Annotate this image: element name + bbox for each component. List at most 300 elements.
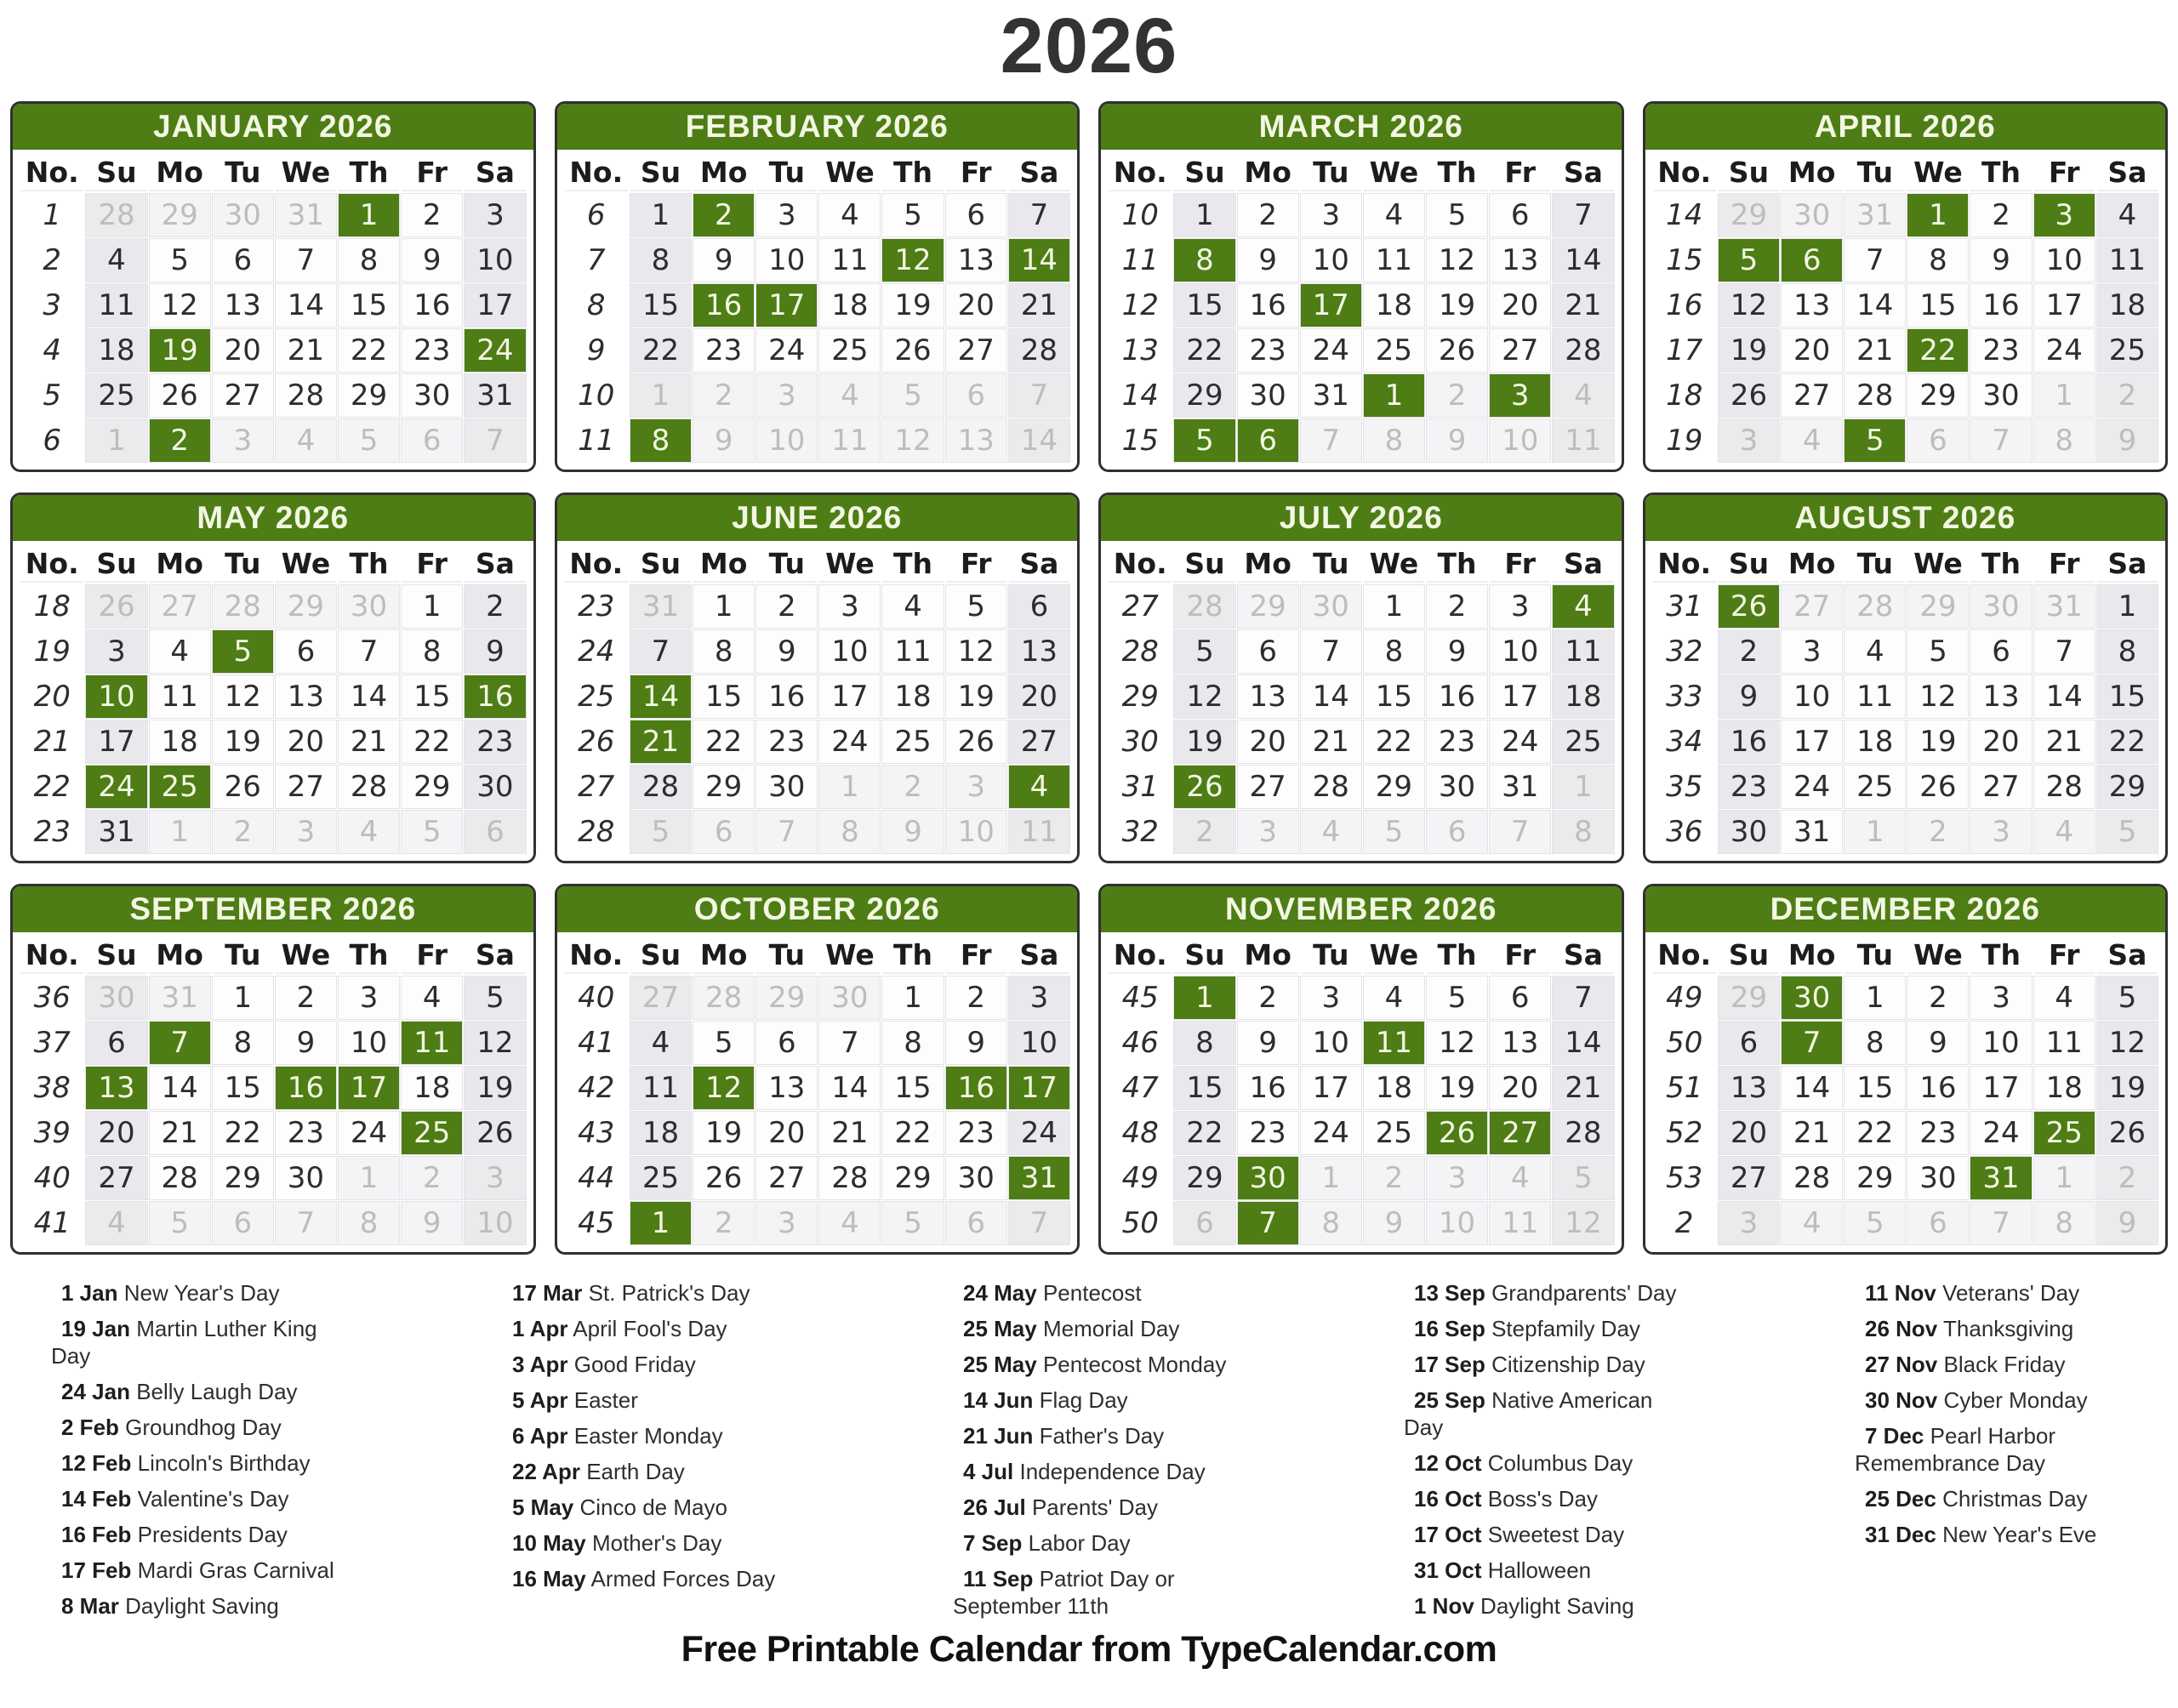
day-cell: 4 <box>819 194 880 236</box>
dow-header-we: We <box>1364 154 1424 191</box>
day-cell: 9 <box>1970 239 2031 282</box>
legend-item-date: 1 Jan <box>61 1280 118 1307</box>
dow-header-we: We <box>1364 937 1424 974</box>
dow-header-fr: Fr <box>946 937 1006 974</box>
day-cell: 23 <box>402 329 462 372</box>
day-cell: 11 <box>1009 811 1069 853</box>
dow-header-we: We <box>276 154 336 191</box>
day-cell: 17 <box>1301 1067 1361 1109</box>
dow-header-fr: Fr <box>1490 545 1550 583</box>
holiday-day-cell: 24 <box>86 766 146 808</box>
day-cell: 25 <box>1553 720 1613 763</box>
dow-header-su: Su <box>1174 545 1234 583</box>
day-cell: 23 <box>1238 329 1298 372</box>
day-cell: 29 <box>1719 976 1779 1019</box>
day-cell: 3 <box>756 194 817 236</box>
day-cell: 19 <box>693 1112 754 1154</box>
legend-item-name: Citizenship Day <box>1491 1352 1645 1378</box>
week-number: 14 <box>1121 379 1159 413</box>
day-cell: 9 <box>1907 1022 1968 1064</box>
day-cell: 9 <box>1427 630 1487 673</box>
day-cell: 10 <box>1301 239 1361 282</box>
dow-header-fr: Fr <box>946 545 1006 583</box>
holiday-day-cell: 8 <box>1174 239 1234 282</box>
dow-header-sa: Sa <box>1009 154 1069 191</box>
day-cell: 6 <box>1907 419 1968 462</box>
day-cell: 13 <box>1970 675 2031 718</box>
legend-item-date: 17 Mar <box>512 1280 583 1307</box>
day-cell: 26 <box>946 720 1006 763</box>
day-cell: 29 <box>1844 1157 1905 1199</box>
dow-header-fr: Fr <box>402 545 462 583</box>
holiday-day-cell: 21 <box>630 720 691 763</box>
week-number: 6 <box>586 198 606 233</box>
day-cell: 1 <box>819 766 880 808</box>
dow-header-fr: Fr <box>1490 937 1550 974</box>
holiday-day-cell: 30 <box>1238 1157 1298 1199</box>
legend-item-name: Columbus Day <box>1487 1450 1634 1477</box>
legend-item-date: 4 Jul <box>963 1459 1014 1485</box>
holiday-day-cell: 22 <box>1907 329 1968 372</box>
day-cell: 2 <box>1907 976 1968 1019</box>
legend-item <box>1404 1486 1697 1513</box>
day-cell: 6 <box>1490 976 1550 1019</box>
month-grid-table <box>1106 543 1616 856</box>
day-cell: 8 <box>882 1022 943 1064</box>
day-cell: 2 <box>693 1202 754 1244</box>
holiday-day-cell: 1 <box>1907 194 1968 236</box>
day-cell: 14 <box>819 1067 880 1109</box>
day-cell: 9 <box>2097 419 2158 462</box>
month-title: MAY 2026 <box>13 495 533 541</box>
day-cell: 6 <box>86 1022 146 1064</box>
day-cell: 4 <box>1364 976 1424 1019</box>
legend-item <box>953 1280 1246 1307</box>
day-cell: 14 <box>1009 419 1069 462</box>
legend-item-date: 7 Dec <box>1865 1423 1924 1449</box>
dow-header-mo: Mo <box>150 937 210 974</box>
dow-header-su: Su <box>1719 154 1779 191</box>
day-cell: 30 <box>339 585 399 628</box>
legend-item-name: Black Friday <box>1943 1352 2066 1378</box>
legend-item <box>953 1316 1246 1343</box>
day-cell: 14 <box>339 675 399 718</box>
day-cell: 7 <box>1009 1202 1069 1244</box>
holiday-day-cell: 13 <box>86 1067 146 1109</box>
legend-item <box>1855 1316 2148 1343</box>
day-cell: 2 <box>1970 194 2031 236</box>
day-cell: 3 <box>819 585 880 628</box>
day-cell: 21 <box>1553 284 1613 327</box>
dow-header-we: We <box>1364 545 1424 583</box>
day-cell: 29 <box>1907 585 1968 628</box>
day-cell: 27 <box>150 585 210 628</box>
week-number: 52 <box>1666 1116 1703 1151</box>
day-cell: 31 <box>2034 585 2095 628</box>
day-cell: 7 <box>819 1022 880 1064</box>
day-cell: 29 <box>1719 194 1779 236</box>
dow-header-su: Su <box>1174 154 1234 191</box>
holiday-legend <box>0 1255 2178 1629</box>
day-cell: 12 <box>882 419 943 462</box>
day-cell: 2 <box>1427 585 1487 628</box>
day-cell: 9 <box>756 630 817 673</box>
day-cell: 7 <box>1301 630 1361 673</box>
day-cell: 29 <box>213 1157 273 1199</box>
day-cell: 15 <box>882 1067 943 1109</box>
week-number: 12 <box>1121 288 1159 323</box>
day-cell: 22 <box>1174 1112 1234 1154</box>
day-cell: 22 <box>630 329 691 372</box>
dow-header-mo: Mo <box>1782 937 1842 974</box>
legend-item-name: Father's Day <box>1039 1423 1165 1449</box>
legend-item <box>51 1522 345 1549</box>
day-cell: 15 <box>1174 284 1234 327</box>
day-cell: 5 <box>2097 976 2158 1019</box>
week-number: 45 <box>578 1206 615 1241</box>
day-cell: 8 <box>402 630 462 673</box>
dow-header-we: We <box>819 937 880 974</box>
day-cell: 19 <box>465 1067 525 1109</box>
week-number: 23 <box>33 815 71 850</box>
day-cell: 15 <box>1844 1067 1905 1109</box>
legend-item <box>953 1494 1246 1522</box>
day-cell: 21 <box>1009 284 1069 327</box>
legend-item-name: Good Friday <box>573 1352 696 1378</box>
day-cell: 8 <box>1553 811 1613 853</box>
day-cell: 24 <box>819 720 880 763</box>
day-cell: 20 <box>1719 1112 1779 1154</box>
day-cell: 31 <box>150 976 210 1019</box>
day-cell: 3 <box>1301 194 1361 236</box>
month-card-august <box>1643 492 2169 863</box>
legend-item <box>51 1593 345 1620</box>
day-cell: 20 <box>1782 329 1842 372</box>
day-cell: 6 <box>465 811 525 853</box>
day-cell: 10 <box>946 811 1006 853</box>
day-cell: 23 <box>946 1112 1006 1154</box>
day-cell: 18 <box>630 1112 691 1154</box>
day-cell: 13 <box>1719 1067 1779 1109</box>
week-number: 38 <box>33 1071 71 1106</box>
dow-header-we: We <box>819 154 880 191</box>
week-col-header: No. <box>20 937 83 974</box>
day-cell: 1 <box>2097 585 2158 628</box>
legend-item-name: Independence Day <box>1019 1459 1206 1485</box>
dow-header-tu: Tu <box>213 545 273 583</box>
dow-header-we: We <box>1907 545 1968 583</box>
holiday-day-cell: 14 <box>1009 239 1069 282</box>
legend-item-date: 16 May <box>512 1565 586 1591</box>
day-cell: 9 <box>276 1022 336 1064</box>
day-cell: 10 <box>2034 239 2095 282</box>
day-cell: 12 <box>1427 1022 1487 1064</box>
legend-item-date: 17 Oct <box>1414 1521 1482 1547</box>
day-cell: 2 <box>882 766 943 808</box>
day-cell: 13 <box>276 675 336 718</box>
day-cell: 7 <box>756 811 817 853</box>
day-cell: 17 <box>465 284 525 327</box>
day-cell: 4 <box>276 419 336 462</box>
day-cell: 4 <box>339 811 399 853</box>
day-cell: 25 <box>1364 1112 1424 1154</box>
legend-item <box>51 1415 345 1442</box>
month-card-march <box>1098 101 1624 472</box>
holiday-day-cell: 31 <box>1970 1157 2031 1199</box>
dow-header-tu: Tu <box>1844 154 1905 191</box>
month-grid-table <box>18 151 528 464</box>
day-cell: 10 <box>1009 1022 1069 1064</box>
day-cell: 9 <box>1238 239 1298 282</box>
day-cell: 9 <box>693 419 754 462</box>
day-cell: 6 <box>1238 630 1298 673</box>
day-cell: 25 <box>819 329 880 372</box>
day-cell: 26 <box>693 1157 754 1199</box>
day-cell: 8 <box>1364 419 1424 462</box>
day-cell: 21 <box>1553 1067 1613 1109</box>
week-number: 13 <box>1121 333 1159 368</box>
day-cell: 11 <box>819 419 880 462</box>
day-cell: 5 <box>882 1202 943 1244</box>
day-cell: 20 <box>756 1112 817 1154</box>
day-cell: 27 <box>213 374 273 417</box>
day-cell: 8 <box>2034 1202 2095 1244</box>
dow-header-th: Th <box>1970 937 2031 974</box>
dow-header-mo: Mo <box>1782 545 1842 583</box>
holiday-day-cell: 1 <box>1364 374 1424 417</box>
holiday-day-cell: 4 <box>1553 585 1613 628</box>
month-title: OCTOBER 2026 <box>557 886 1078 932</box>
dow-header-sa: Sa <box>465 154 525 191</box>
dow-header-fr: Fr <box>1490 154 1550 191</box>
dow-header-th: Th <box>339 937 399 974</box>
day-cell: 26 <box>86 585 146 628</box>
day-cell: 27 <box>630 976 691 1019</box>
legend-item-name: Parents' Day <box>1031 1494 1158 1520</box>
dow-header-su: Su <box>630 154 691 191</box>
legend-item-date: 5 Apr <box>512 1387 568 1414</box>
day-cell: 21 <box>2034 720 2095 763</box>
day-cell: 29 <box>402 766 462 808</box>
legend-item <box>1404 1450 1697 1477</box>
day-cell: 9 <box>1238 1022 1298 1064</box>
legend-item-date: 22 Apr <box>512 1459 580 1485</box>
day-cell: 4 <box>2034 811 2095 853</box>
day-cell: 10 <box>1490 630 1550 673</box>
week-number: 34 <box>1666 725 1703 760</box>
day-cell: 21 <box>339 720 399 763</box>
day-cell: 30 <box>402 374 462 417</box>
day-cell: 3 <box>1301 976 1361 1019</box>
day-cell: 8 <box>630 239 691 282</box>
month-card-january <box>10 101 536 472</box>
day-cell: 14 <box>150 1067 210 1109</box>
day-cell: 5 <box>150 1202 210 1244</box>
day-cell: 5 <box>882 374 943 417</box>
day-cell: 29 <box>150 194 210 236</box>
week-number: 26 <box>578 725 615 760</box>
legend-item-date: 11 Sep <box>963 1565 1034 1591</box>
month-title: JULY 2026 <box>1101 495 1622 541</box>
day-cell: 6 <box>1970 630 2031 673</box>
dow-header-tu: Tu <box>756 154 817 191</box>
month-title: JUNE 2026 <box>557 495 1078 541</box>
day-cell: 4 <box>1301 811 1361 853</box>
week-number: 49 <box>1121 1161 1159 1196</box>
legend-item-date: 16 Oct <box>1414 1486 1482 1512</box>
day-cell: 27 <box>1782 585 1842 628</box>
day-cell: 12 <box>1907 675 1968 718</box>
day-cell: 1 <box>402 585 462 628</box>
day-cell: 6 <box>693 811 754 853</box>
legend-item-date: 25 May <box>963 1352 1037 1378</box>
day-cell: 10 <box>339 1022 399 1064</box>
day-cell: 20 <box>86 1112 146 1154</box>
dow-header-su: Su <box>1719 545 1779 583</box>
day-cell: 28 <box>276 374 336 417</box>
day-cell: 30 <box>276 1157 336 1199</box>
day-cell: 12 <box>1719 284 1779 327</box>
day-cell: 14 <box>2034 675 2095 718</box>
dow-header-tu: Tu <box>756 937 817 974</box>
legend-item-date: 17 Feb <box>61 1557 132 1583</box>
day-cell: 28 <box>630 766 691 808</box>
dow-header-tu: Tu <box>756 545 817 583</box>
week-number: 7 <box>586 243 606 278</box>
dow-header-mo: Mo <box>1238 154 1298 191</box>
day-cell: 5 <box>1174 630 1234 673</box>
day-cell: 18 <box>882 675 943 718</box>
holiday-day-cell: 1 <box>1174 976 1234 1019</box>
dow-header-tu: Tu <box>213 154 273 191</box>
day-cell: 30 <box>1238 374 1298 417</box>
dow-header-we: We <box>819 545 880 583</box>
legend-item <box>502 1387 795 1415</box>
legend-item-name: Labor Day <box>1028 1529 1131 1556</box>
holiday-day-cell: 12 <box>882 239 943 282</box>
week-number: 21 <box>33 725 71 760</box>
day-cell: 18 <box>1364 1067 1424 1109</box>
legend-item <box>1404 1522 1697 1549</box>
month-card-february <box>555 101 1080 472</box>
legend-item-name: Pearl Harbor Remembrance Day <box>1855 1423 2056 1477</box>
page-title: 2026 <box>1000 3 1178 89</box>
day-cell: 10 <box>1782 675 1842 718</box>
week-number: 25 <box>578 680 615 715</box>
month-card-july <box>1098 492 1624 863</box>
day-cell: 16 <box>1719 720 1779 763</box>
week-number: 36 <box>33 981 71 1016</box>
day-cell: 15 <box>1907 284 1968 327</box>
day-cell: 26 <box>2097 1112 2158 1154</box>
legend-item-name: April Fool's Day <box>573 1316 727 1342</box>
day-cell: 2 <box>1907 811 1968 853</box>
day-cell: 16 <box>1907 1067 1968 1109</box>
legend-column-4 <box>1404 1280 1697 1629</box>
legend-item <box>953 1459 1246 1486</box>
day-cell: 30 <box>1427 766 1487 808</box>
week-number: 15 <box>1666 243 1703 278</box>
day-cell: 18 <box>1553 675 1613 718</box>
week-number: 49 <box>1666 981 1703 1016</box>
day-cell: 3 <box>946 766 1006 808</box>
dow-header-sa: Sa <box>1553 545 1613 583</box>
dow-header-fr: Fr <box>2034 545 2095 583</box>
dow-header-fr: Fr <box>946 154 1006 191</box>
day-cell: 28 <box>1009 329 1069 372</box>
dow-header-sa: Sa <box>2097 545 2158 583</box>
day-cell: 8 <box>339 239 399 282</box>
day-cell: 10 <box>1970 1022 2031 1064</box>
legend-item-date: 13 Sep <box>1414 1280 1485 1307</box>
legend-item <box>1855 1387 2148 1415</box>
legend-column-5 <box>1855 1280 2148 1557</box>
day-cell: 7 <box>1844 239 1905 282</box>
legend-item <box>1855 1352 2148 1379</box>
dow-header-sa: Sa <box>2097 154 2158 191</box>
day-cell: 25 <box>630 1157 691 1199</box>
day-cell: 4 <box>1553 374 1613 417</box>
week-number: 50 <box>1666 1026 1703 1061</box>
day-cell: 31 <box>630 585 691 628</box>
day-cell: 5 <box>1907 630 1968 673</box>
day-cell: 30 <box>1719 811 1779 853</box>
day-cell: 3 <box>339 976 399 1019</box>
day-cell: 9 <box>1364 1202 1424 1244</box>
holiday-day-cell: 27 <box>1490 1112 1550 1154</box>
legend-item-date: 12 Feb <box>61 1450 132 1477</box>
day-cell: 5 <box>946 585 1006 628</box>
day-cell: 22 <box>402 720 462 763</box>
day-cell: 3 <box>1970 811 2031 853</box>
day-cell: 14 <box>1553 239 1613 282</box>
month-title: NOVEMBER 2026 <box>1101 886 1622 932</box>
legend-item-date: 31 Dec <box>1865 1521 1936 1547</box>
day-cell: 5 <box>1364 811 1424 853</box>
day-cell: 24 <box>1970 1112 2031 1154</box>
legend-item-date: 30 Nov <box>1865 1387 1938 1414</box>
day-cell: 4 <box>86 1202 146 1244</box>
day-cell: 5 <box>1844 1202 1905 1244</box>
day-cell: 29 <box>276 585 336 628</box>
week-number: 22 <box>33 770 71 805</box>
legend-item <box>502 1459 795 1486</box>
legend-item <box>953 1530 1246 1557</box>
week-number: 35 <box>1666 770 1703 805</box>
legend-item-date: 24 May <box>963 1280 1037 1307</box>
day-cell: 5 <box>1427 194 1487 236</box>
day-cell: 15 <box>1174 1067 1234 1109</box>
day-cell: 7 <box>276 1202 336 1244</box>
legend-item-name: Memorial Day <box>1042 1316 1180 1342</box>
day-cell: 27 <box>756 1157 817 1199</box>
holiday-day-cell: 3 <box>2034 194 2095 236</box>
legend-item <box>1404 1387 1697 1442</box>
day-cell: 3 <box>1009 976 1069 1019</box>
day-cell: 31 <box>1490 766 1550 808</box>
day-cell: 2 <box>276 976 336 1019</box>
legend-item <box>1855 1423 2148 1477</box>
holiday-day-cell: 16 <box>693 284 754 327</box>
day-cell: 21 <box>150 1112 210 1154</box>
month-grid-table <box>1106 151 1616 464</box>
holiday-day-cell: 17 <box>1301 284 1361 327</box>
legend-item <box>1404 1557 1697 1585</box>
day-cell: 10 <box>1490 419 1550 462</box>
day-cell: 4 <box>882 585 943 628</box>
week-number: 17 <box>1666 333 1703 368</box>
legend-item <box>502 1280 795 1307</box>
